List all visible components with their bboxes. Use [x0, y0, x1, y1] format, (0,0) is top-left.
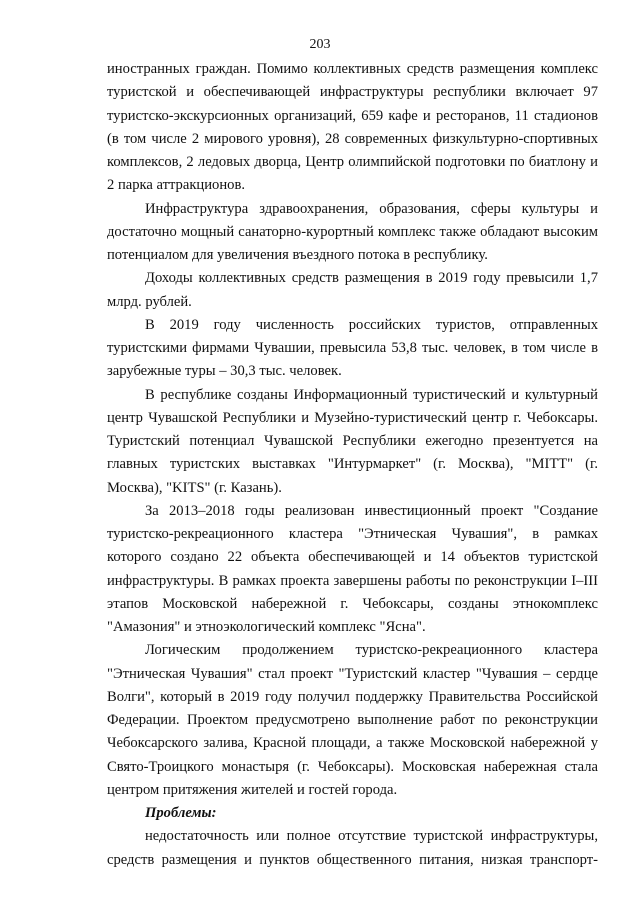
paragraph-investment-project: За 2013–2018 годы реализован инвестиционный проект "Создание туристско-рекреационного кластера "Этническая Чувашия", в рамках которого создано 22 объекта обеспечивающей и 14 объектов туристской инфраструктуры. В рамках проекта завершены работы по реконструкции I–III этапов Московской набережной г. Чебоксары, созданы этнокомплекс "Амазония" и этноэкологический комплекс "Ясна". [107, 502, 598, 635]
paragraph-infrastructure: Инфраструктура здравоохранения, образования, сферы культуры и достаточно мощный санаторно-курортный комплекс также обладают высоким потенциалом для увеличения въездного потока в республику. [107, 200, 598, 263]
page-number: 203 [309, 37, 331, 52]
paragraph-income: Доходы коллективных средств размещения в 2019 году превысили 1,7 млрд. рублей. [107, 270, 598, 310]
problems-heading: Проблемы: [145, 805, 217, 821]
document-body [107, 58, 598, 872]
paragraph-tourist-count: В 2019 году численность российских туристов, отправленных туристскими фирмами Чувашии, превысила 53,8 тыс. человек, в том числе в зарубежные туры – 30,3 тыс. человек. [107, 316, 598, 380]
paragraph-tourist-centers: В республике созданы Информационный туристический и культурный центр Чувашской Республики и Музейно-туристический центр г. Чебоксары. Туристский потенциал Чувашской Республики ежегодно презентуется на главных туристских выставках "Интурмаркет" (г. Москва), "MITT" (г. Москва), "KITS" (г. Казань). [107, 386, 598, 496]
paragraph-cluster-continuation: Логическим продолжением туристско-рекреационного кластера "Этническая Чувашия" стал проект "Туристский кластер "Чувашия – сердце Волги", который в 2019 году получил поддержку Правительства Российской Федерации. Проектом предусмотрено выполнение работ по реконструкции Чебоксарского залива, Красной площади, а также Московской набережной у Свято-Троицкого монастыря (г. Чебоксары). Московская набережная стала центром притяжения жителей и гостей города. [107, 642, 598, 798]
paragraph-foreign-citizens: иностранных граждан. Помимо коллективных средств размещения комплекс туристской и обеспечивающей инфраструктуры республики включает 97 туристско-экскурсионных организаций, 659 кафе и ресторанов, 11 стадионов (в том числе 2 мирового уровня), 28 современных физкультурно-спортивных комплексов, 2 ледовых дворца, Центр олимпийской подготовки по биатлону и 2 парка аттракционов. [107, 61, 598, 194]
paragraph-problems-list: недостаточность или полное отсутствие туристской инфраструктуры, средств размещения и пунктов общественного питания, низкая транспорт- [107, 828, 598, 868]
